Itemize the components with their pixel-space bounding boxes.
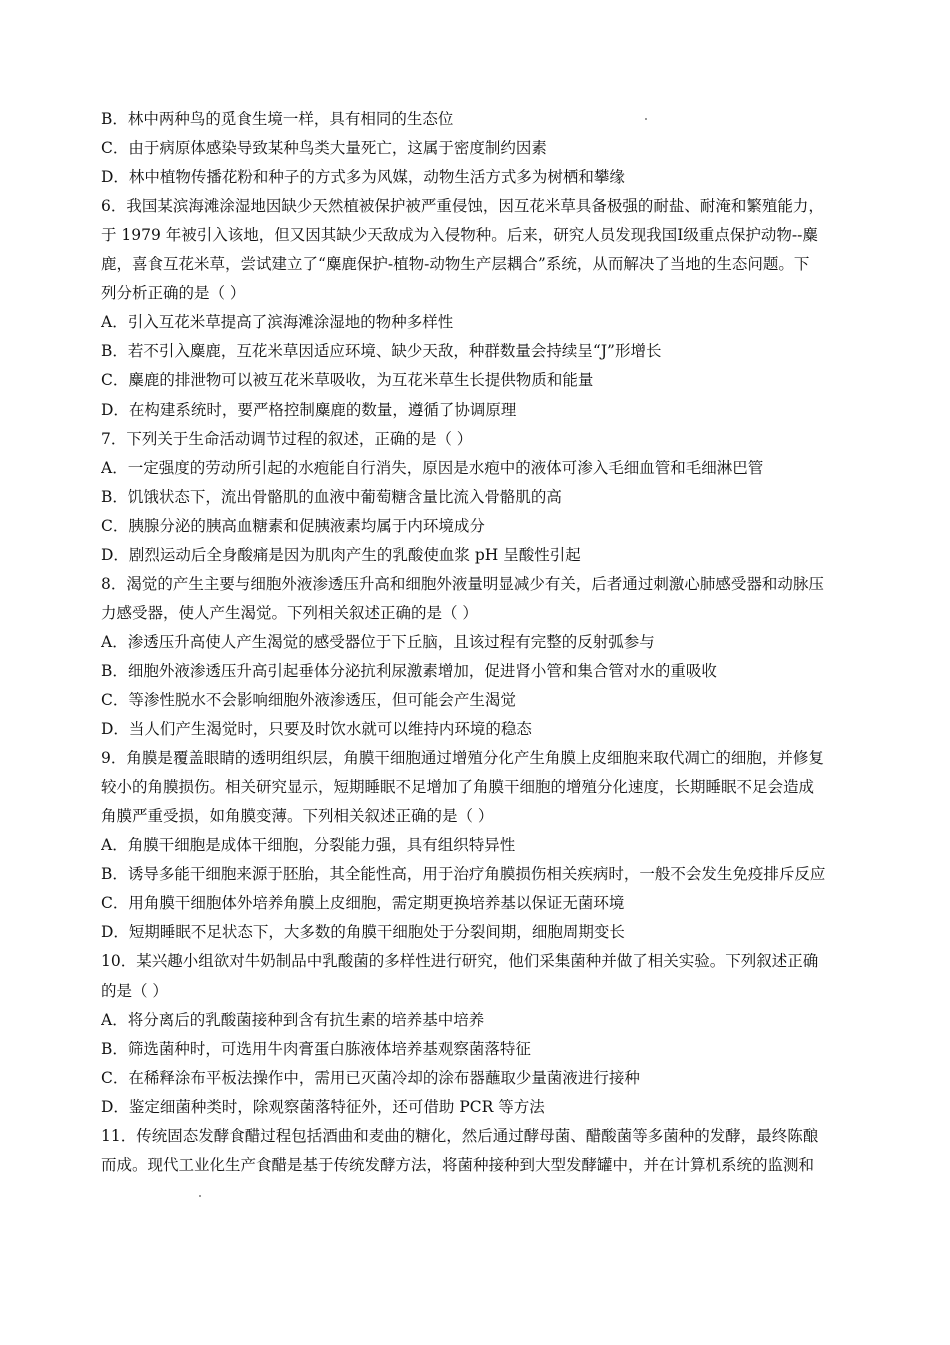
scan-speck: [199, 1195, 201, 1197]
text-line: B．林中两种鸟的觅食生境一样，具有相同的生态位: [101, 110, 454, 128]
text-line: C．麋鹿的排泄物可以被互花米草吸收，为互花米草生长提供物质和能量: [101, 371, 594, 390]
text-line: C．等渗性脱水不会影响细胞外液渗透压，但可能会产生渴觉: [101, 691, 516, 709]
text-line: D．鉴定细菌种类时，除观察菌落特征外，还可借助 PCR 等方法: [101, 1097, 545, 1116]
text-line: D．剧烈运动后全身酸痛是因为肌肉产生的乳酸使血浆 pH 呈酸性引起: [101, 545, 581, 564]
text-line: 力感受器，使人产生渴觉。下列相关叙述正确的是（ ）: [101, 603, 478, 622]
text-line: 9．角膜是覆盖眼睛的透明组织层，角膜干细胞通过增殖分化产生角膜上皮细胞来取代凋亡的细胞，并修复: [101, 749, 824, 768]
text-line: D．短期睡眠不足状态下，大多数的角膜干细胞处于分裂间期，细胞周期变长: [101, 923, 625, 942]
text-line: 10．某兴趣小组欲对牛奶制品中乳酸菌的多样性进行研究，他们采集菌种并做了相关实验。下列叙述正确: [101, 952, 819, 971]
text-line: 鹿，喜食互花米草，尝试建立了“麋鹿保护-植物-动物生产层耦合”系统，从而解决了当地的生态问题。下: [101, 255, 810, 274]
text-line: A．引入互花米草提高了滨海滩涂湿地的物种多样性: [101, 313, 454, 332]
text-line: D．林中植物传播花粉和种子的方式多为风媒，动物生活方式多为树栖和攀缘: [101, 168, 625, 187]
text-line: C．胰腺分泌的胰高血糖素和促胰液素均属于内环境成分: [101, 516, 485, 535]
text-line: 8．渴觉的产生主要与细胞外液渗透压升高和细胞外液量明显减少有关，后者通过刺激心肺感受器和动脉压: [101, 574, 824, 593]
text-line: 6．我国某滨海滩涂湿地因缺少天然植被保护被严重侵蚀，因互花米草具备极强的耐盐、耐淹和繁殖能力，: [101, 197, 824, 216]
text-line: A．一定强度的劳动所引起的水疱能自行消失，原因是水疱中的液体可渗入毛细血管和毛细淋巴管: [101, 458, 764, 477]
text-line: 11．传统固态发酵食醋过程包括酒曲和麦曲的糖化，然后通过酵母菌、醋酸菌等多菌种的发酵，最终陈酿: [101, 1126, 819, 1145]
text-line: B．筛选菌种时，可选用牛肉膏蛋白胨液体培养基观察菌落特征: [101, 1039, 531, 1058]
text-line: B．细胞外液渗透压升高引起垂体分泌抗利尿激素增加，促进肾小管和集合管对水的重吸收: [101, 661, 717, 680]
text-line: B．饥饿状态下，流出骨骼肌的血液中葡萄糖含量比流入骨骼肌的高: [101, 487, 562, 506]
text-line: 而成。现代工业化生产食醋是基于传统发酵方法，将菌种接种到大型发酵罐中，并在计算机系统的监测和: [101, 1155, 815, 1174]
text-line: B．诱导多能干细胞来源于胚胎，其全能性高，用于治疗角膜损伤相关疾病时，一般不会发生免疫排斥反应: [101, 865, 826, 884]
text-line: B．若不引入麋鹿，互花米草因适应环境、缺少天敌，种群数量会持续呈“J”形增长: [101, 342, 662, 361]
text-line: 角膜严重受损，如角膜变薄。下列相关叙述正确的是（ ）: [101, 807, 494, 826]
text-line: A．渗透压升高使人产生渴觉的感受器位于下丘脑，且该过程有完整的反射弧参与: [101, 632, 655, 651]
text-line: A．角膜干细胞是成体干细胞，分裂能力强，具有组织特异性: [101, 836, 516, 855]
text-line: 7．下列关于生命活动调节过程的叙述，正确的是（ ）: [101, 429, 473, 448]
text-line: A．将分离后的乳酸菌接种到含有抗生素的培养基中培养: [101, 1010, 485, 1029]
text-line: C．由于病原体感染导致某种鸟类大量死亡，这属于密度制约因素: [101, 139, 547, 158]
text-line: D．当人们产生渴觉时，只要及时饮水就可以维持内环境的稳态: [101, 720, 532, 739]
text-line: 的是（ ）: [101, 981, 168, 1000]
text-line: C．在稀释涂布平板法操作中，需用已灭菌冷却的涂布器蘸取少量菌液进行接种: [101, 1068, 640, 1087]
text-line: C．用角膜干细胞体外培养角膜上皮细胞，需定期更换培养基以保证无菌环境: [101, 894, 625, 913]
text-line: 较小的角膜损伤。相关研究显示，短期睡眠不足增加了角膜干细胞的增殖分化速度，长期睡眠不足会造成: [101, 778, 815, 797]
text-line: 于 1979 年被引入该地，但又因其缺少天敌成为入侵物种。后来，研究人员发现我国Ⅰ级重点保护动物--麋: [101, 226, 818, 245]
text-line: D．在构建系统时，要严格控制麋鹿的数量，遵循了协调原理: [101, 400, 517, 419]
text-line: 列分析正确的是（ ）: [101, 284, 246, 303]
